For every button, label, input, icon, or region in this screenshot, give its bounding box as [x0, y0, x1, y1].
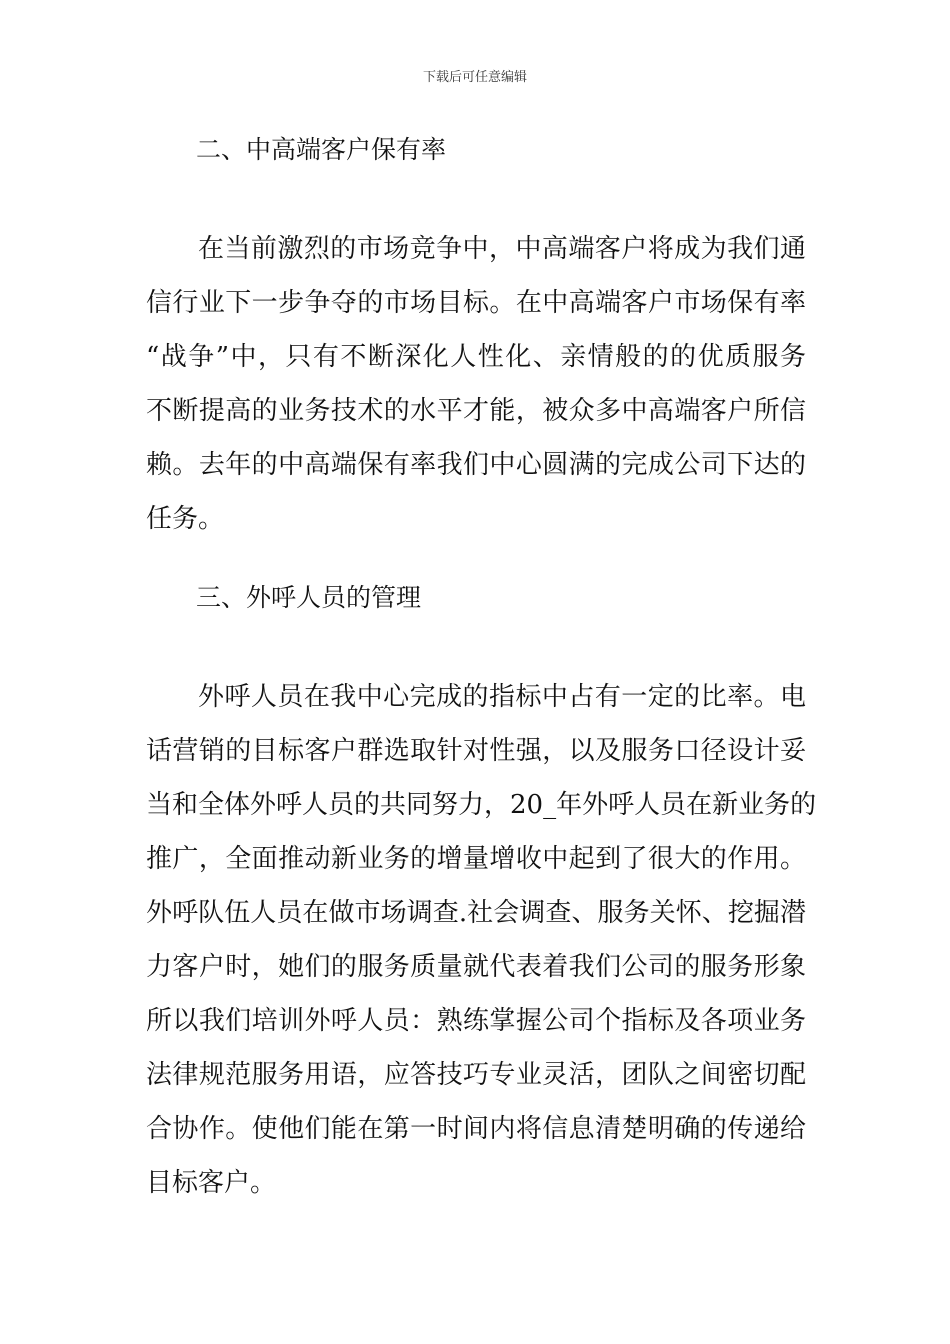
paragraph-line: 在当前激烈的市场竞争中，中高端客户将成为我们通 [198, 234, 806, 264]
section-2-heading: 二、中高端客户保有率 [196, 135, 447, 164]
paragraph-line: 推广，全面推动新业务的增量增收中起到了很大的作用。 [146, 844, 806, 874]
paragraph-line: 当和全体外呼人员的共同努力，20_年外呼人员在新业务的 [146, 790, 817, 820]
section-3-paragraph [146, 670, 817, 1210]
paragraph-line: 信行业下一步争夺的市场目标。在中高端客户市场保有率 [146, 288, 806, 318]
section-2-paragraph [146, 222, 806, 546]
section-3-heading: 三、外呼人员的管理 [196, 583, 422, 612]
paragraph-line: 赖。去年的中高端保有率我们中心圆满的完成公司下达的 [146, 450, 806, 480]
paragraph-line: 所以我们培训外呼人员：熟练掌握公司个指标及各项业务 [146, 1006, 806, 1036]
paragraph-line: 法律规范服务用语，应答技巧专业灵活，团队之间密切配 [146, 1060, 806, 1090]
header-note: 下载后可任意编辑 [422, 70, 527, 85]
paragraph-line: 外呼人员在我中心完成的指标中占有一定的比率。电 [198, 682, 806, 712]
paragraph-line: 话营销的目标客户群选取针对性强，以及服务口径设计妥 [146, 736, 806, 766]
paragraph-line: “战争”中，只有不断深化人性化、亲情般的的优质服务 [146, 342, 806, 372]
paragraph-line: 合协作。使他们能在第一时间内将信息清楚明确的传递给 [146, 1114, 806, 1144]
paragraph-line: 外呼队伍人员在做市场调查.社会调查、服务关怀、挖掘潜 [146, 898, 806, 928]
paragraph-line: 力客户时，她们的服务质量就代表着我们公司的服务形象 [146, 952, 806, 982]
paragraph-line: 任务。 [146, 504, 225, 534]
paragraph-line: 不断提高的业务技术的水平才能，被众多中高端客户所信 [146, 396, 806, 426]
paragraph-line: 目标客户。 [146, 1168, 277, 1198]
